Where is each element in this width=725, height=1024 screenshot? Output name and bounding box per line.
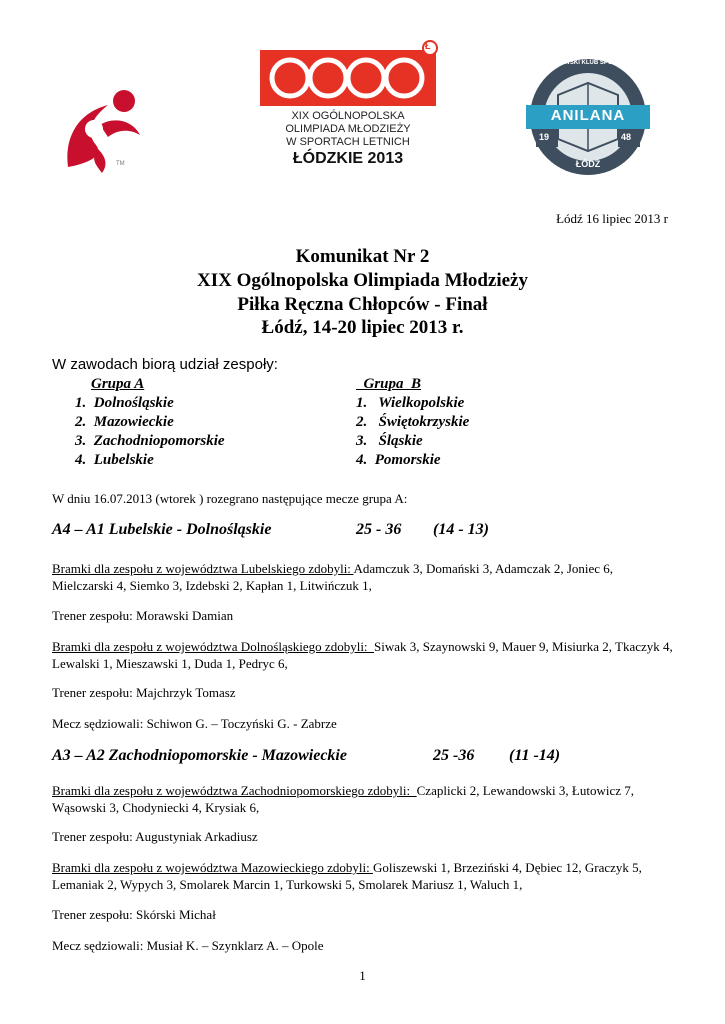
page-subtitle-1: XIX Ogólnopolska Olimpiada Młodzieży	[197, 270, 528, 291]
match1-title: A4 – A1 Lubelskie - Dolnośląskie	[52, 521, 272, 538]
club-year-right: 48	[621, 132, 632, 142]
group-a-list	[75, 394, 225, 470]
olympiad-line-4: ŁÓDZKIE 2013	[292, 150, 404, 167]
match1-team1-label: Bramki dla zespołu z województwa Lubelskiego zdobyli:	[52, 561, 354, 576]
match1-score: 25 - 36	[356, 521, 402, 538]
match1-half-score: (14 - 13)	[433, 521, 489, 538]
match2-half-score: (11 -14)	[509, 747, 561, 764]
page-subtitle-3: Łódź, 14-20 lipiec 2013 r.	[261, 317, 464, 338]
match2-team2-line2: Lemaniak 2, Wypych 3, Smolarek Marcin 1, Turkowski 5, Smolarek Mariusz 1, Waluch 1,	[52, 877, 523, 892]
olympiad-line-3: W SPORTACH LETNICH	[286, 136, 410, 148]
list-item: 3. Śląskie	[356, 433, 423, 449]
match2-team1-scorers	[52, 782, 692, 816]
match1-coach2: Trener zespołu: Majchrzyk Tomasz	[52, 685, 236, 700]
match2-team1-label: Bramki dla zespołu z województwa Zachodniopomorskiego zdobyli:	[52, 783, 417, 798]
group-a-header: Grupa A	[91, 376, 145, 392]
match2-team2-line1: Goliszewski 1, Brzeziński 4, Dębiec 12, Graczyk 5,	[372, 860, 642, 875]
list-item: 1. Wielkopolskie	[356, 395, 465, 411]
trademark-label: TM	[116, 161, 125, 167]
match1-referees: Mecz sędziowali: Schiwon G. – Toczyński G. - Zabrze	[52, 716, 337, 731]
match2-coach1: Trener zespołu: Augustyniak Arkadiusz	[52, 829, 258, 844]
list-item: 4. Pomorskie	[356, 452, 441, 468]
match2-title: A3 – A2 Zachodniopomorskie - Mazowieckie	[52, 747, 347, 764]
club-arc-text: UCZNIOWSKI KLUB SPORTOWY	[541, 60, 635, 66]
date-line: Łódź 16 lipiec 2013 r	[556, 211, 668, 226]
olympiad-line-2: OLIMPIADA MŁODZIEŻY	[285, 123, 411, 135]
match2-team1-line1: Czaplicki 2, Lewandowski 3, Łutowicz 7,	[416, 783, 634, 798]
olympiad-line-1: XIX OGÓLNOPOLSKA	[291, 110, 405, 122]
match2-referees: Mecz sędziowali: Musiał K. – Szynklarz A. – Opole	[52, 938, 324, 953]
list-item: 4. Lubelskie	[75, 452, 154, 468]
olympiad-badge-letter: Ł	[425, 41, 431, 51]
list-item: 3. Zachodniopomorskie	[75, 433, 225, 449]
match2-team1-line2: Wąsowski 3, Chodyniecki 4, Krysiak 6,	[52, 800, 260, 815]
olympiad-text	[258, 110, 438, 169]
group-b-list	[356, 394, 469, 470]
handball-player-icon	[60, 85, 150, 175]
intro-text: W zawodach biorą udział zespoły:	[52, 356, 278, 373]
match1-team2-line2: Lewalski 1, Mieszawski 1, Duda 1, Pedryc 6,	[52, 656, 288, 671]
day-line: W dniu 16.07.2013 (wtorek ) rozegrano następujące mecze grupa A:	[52, 491, 408, 506]
page-number: 1	[359, 968, 366, 983]
match2-coach2: Trener zespołu: Skórski Michał	[52, 907, 216, 922]
handball-logo	[60, 85, 150, 175]
club-city: ŁÓDŹ	[575, 159, 601, 169]
match1-team1-line2: Mielczarski 4, Siemko 3, Izdebski 2, Kapłan 1, Litwińczuk 1,	[52, 578, 372, 593]
club-year-left: 19	[539, 132, 550, 142]
list-item: 2. Mazowieckie	[75, 414, 174, 430]
match1-coach1: Trener zespołu: Morawski Damian	[52, 608, 234, 623]
club-name: ANILANA	[550, 107, 626, 124]
match2-score: 25 -36	[433, 747, 475, 764]
club-logo	[518, 55, 658, 180]
match2-team2-scorers	[52, 859, 692, 893]
olympiad-logo	[258, 40, 438, 180]
list-item: 1. Dolnośląskie	[75, 395, 174, 411]
match1-team2-scorers	[52, 638, 692, 672]
match1-team2-line1: Siwak 3, Szaynowski 9, Mauer 9, Misiurka 2, Tkaczyk 4,	[374, 639, 673, 654]
match1-team1-scorers	[52, 560, 682, 594]
list-item: 2. Świętokrzyskie	[356, 414, 470, 430]
group-b-header: Grupa B	[356, 376, 422, 392]
match1-team2-label: Bramki dla zespołu z województwa Dolnośląskiego zdobyli:	[52, 639, 375, 654]
olympiad-rings-icon	[258, 40, 438, 108]
page-title: Komunikat Nr 2	[295, 246, 430, 267]
page-subtitle-2: Piłka Ręczna Chłopców - Finał	[237, 294, 488, 315]
match1-team1-line1: Adamczuk 3, Domański 3, Adamczak 2, Joniec 6,	[353, 561, 614, 576]
match2-team2-label: Bramki dla zespołu z województwa Mazowieckiego zdobyli:	[52, 860, 373, 875]
